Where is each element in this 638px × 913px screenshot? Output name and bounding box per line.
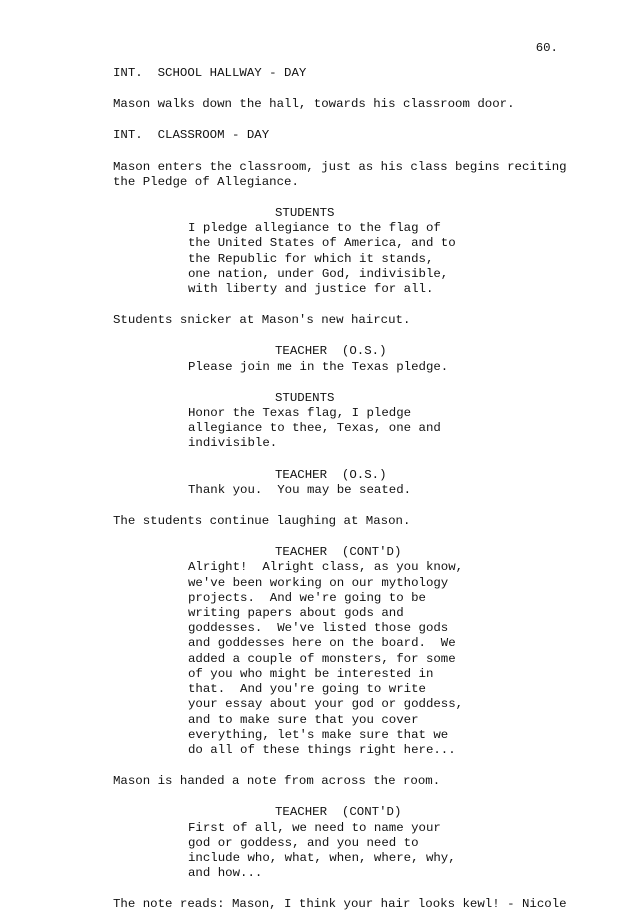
character-name: STUDENTS [275,390,335,405]
dialogue-line: your essay about your god or goddess, [188,697,464,712]
action-line: Mason enters the classroom, just as his class begins reciting [113,159,567,174]
dialogue-line: include who, what, when, where, why, [188,850,456,865]
dialogue-line: added a couple of monsters, for some [188,651,456,666]
dialogue-line: and how... [188,866,263,881]
dialogue-line: and goddesses here on the board. We [188,636,456,651]
action-line: Mason walks down the hall, towards his classroom door. [113,97,515,112]
dialogue-line: goddesses. We've listed those gods [188,621,449,636]
dialogue-line: do all of these things right here... [188,742,456,757]
character-name: TEACHER (CONT'D) [275,545,402,560]
dialogue-line: indivisible. [188,436,278,451]
dialogue-line: I pledge allegiance to the flag of [188,221,441,236]
dialogue-line: one nation, under God, indivisible, [188,266,449,281]
character-name: TEACHER (O.S.) [275,467,387,482]
dialogue-line: the Republic for which it stands, [188,251,434,266]
dialogue-line: Thank you. You may be seated. [188,482,412,497]
screenplay-body [113,66,573,913]
dialogue-line: Please join me in the Texas pledge. [188,359,449,374]
dialogue-line: Honor the Texas flag, I pledge [188,406,412,421]
character-name: TEACHER (O.S.) [275,344,387,359]
dialogue-line: the United States of America, and to [188,236,456,251]
character-name: STUDENTS [275,206,335,221]
scene-heading: INT. CLASSROOM - DAY [113,128,270,143]
dialogue-line: god or goddess, and you need to [188,835,419,850]
dialogue-line: with liberty and justice for all. [188,282,434,297]
dialogue-line: and to make sure that you cover [188,712,419,727]
action-line: the Pledge of Allegiance. [113,174,299,189]
page-number: 60. [535,41,558,55]
dialogue-line: projects. And we're going to be [188,590,426,605]
dialogue-line: of you who might be interested in [188,666,434,681]
action-line: Mason is handed a note from across the room. [113,774,441,789]
dialogue-line: that. And you're going to write [188,682,426,697]
action-line: Students snicker at Mason's new haircut. [113,313,411,328]
dialogue-line: we've been working on our mythology [188,575,449,590]
action-line: The note reads: Mason, I think your hair looks kewl! - Nicole [113,897,567,912]
dialogue-line: Alright! Alright class, as you know, [188,560,464,575]
dialogue-line: everything, let's make sure that we [188,727,449,742]
dialogue-line: writing papers about gods and [188,606,404,621]
scene-heading: INT. SCHOOL HALLWAY - DAY [113,66,307,80]
character-name: TEACHER (CONT'D) [275,805,402,820]
action-line: The students continue laughing at Mason. [113,514,411,529]
dialogue-line: First of all, we need to name your [188,820,441,835]
dialogue-line: allegiance to thee, Texas, one and [188,421,441,436]
